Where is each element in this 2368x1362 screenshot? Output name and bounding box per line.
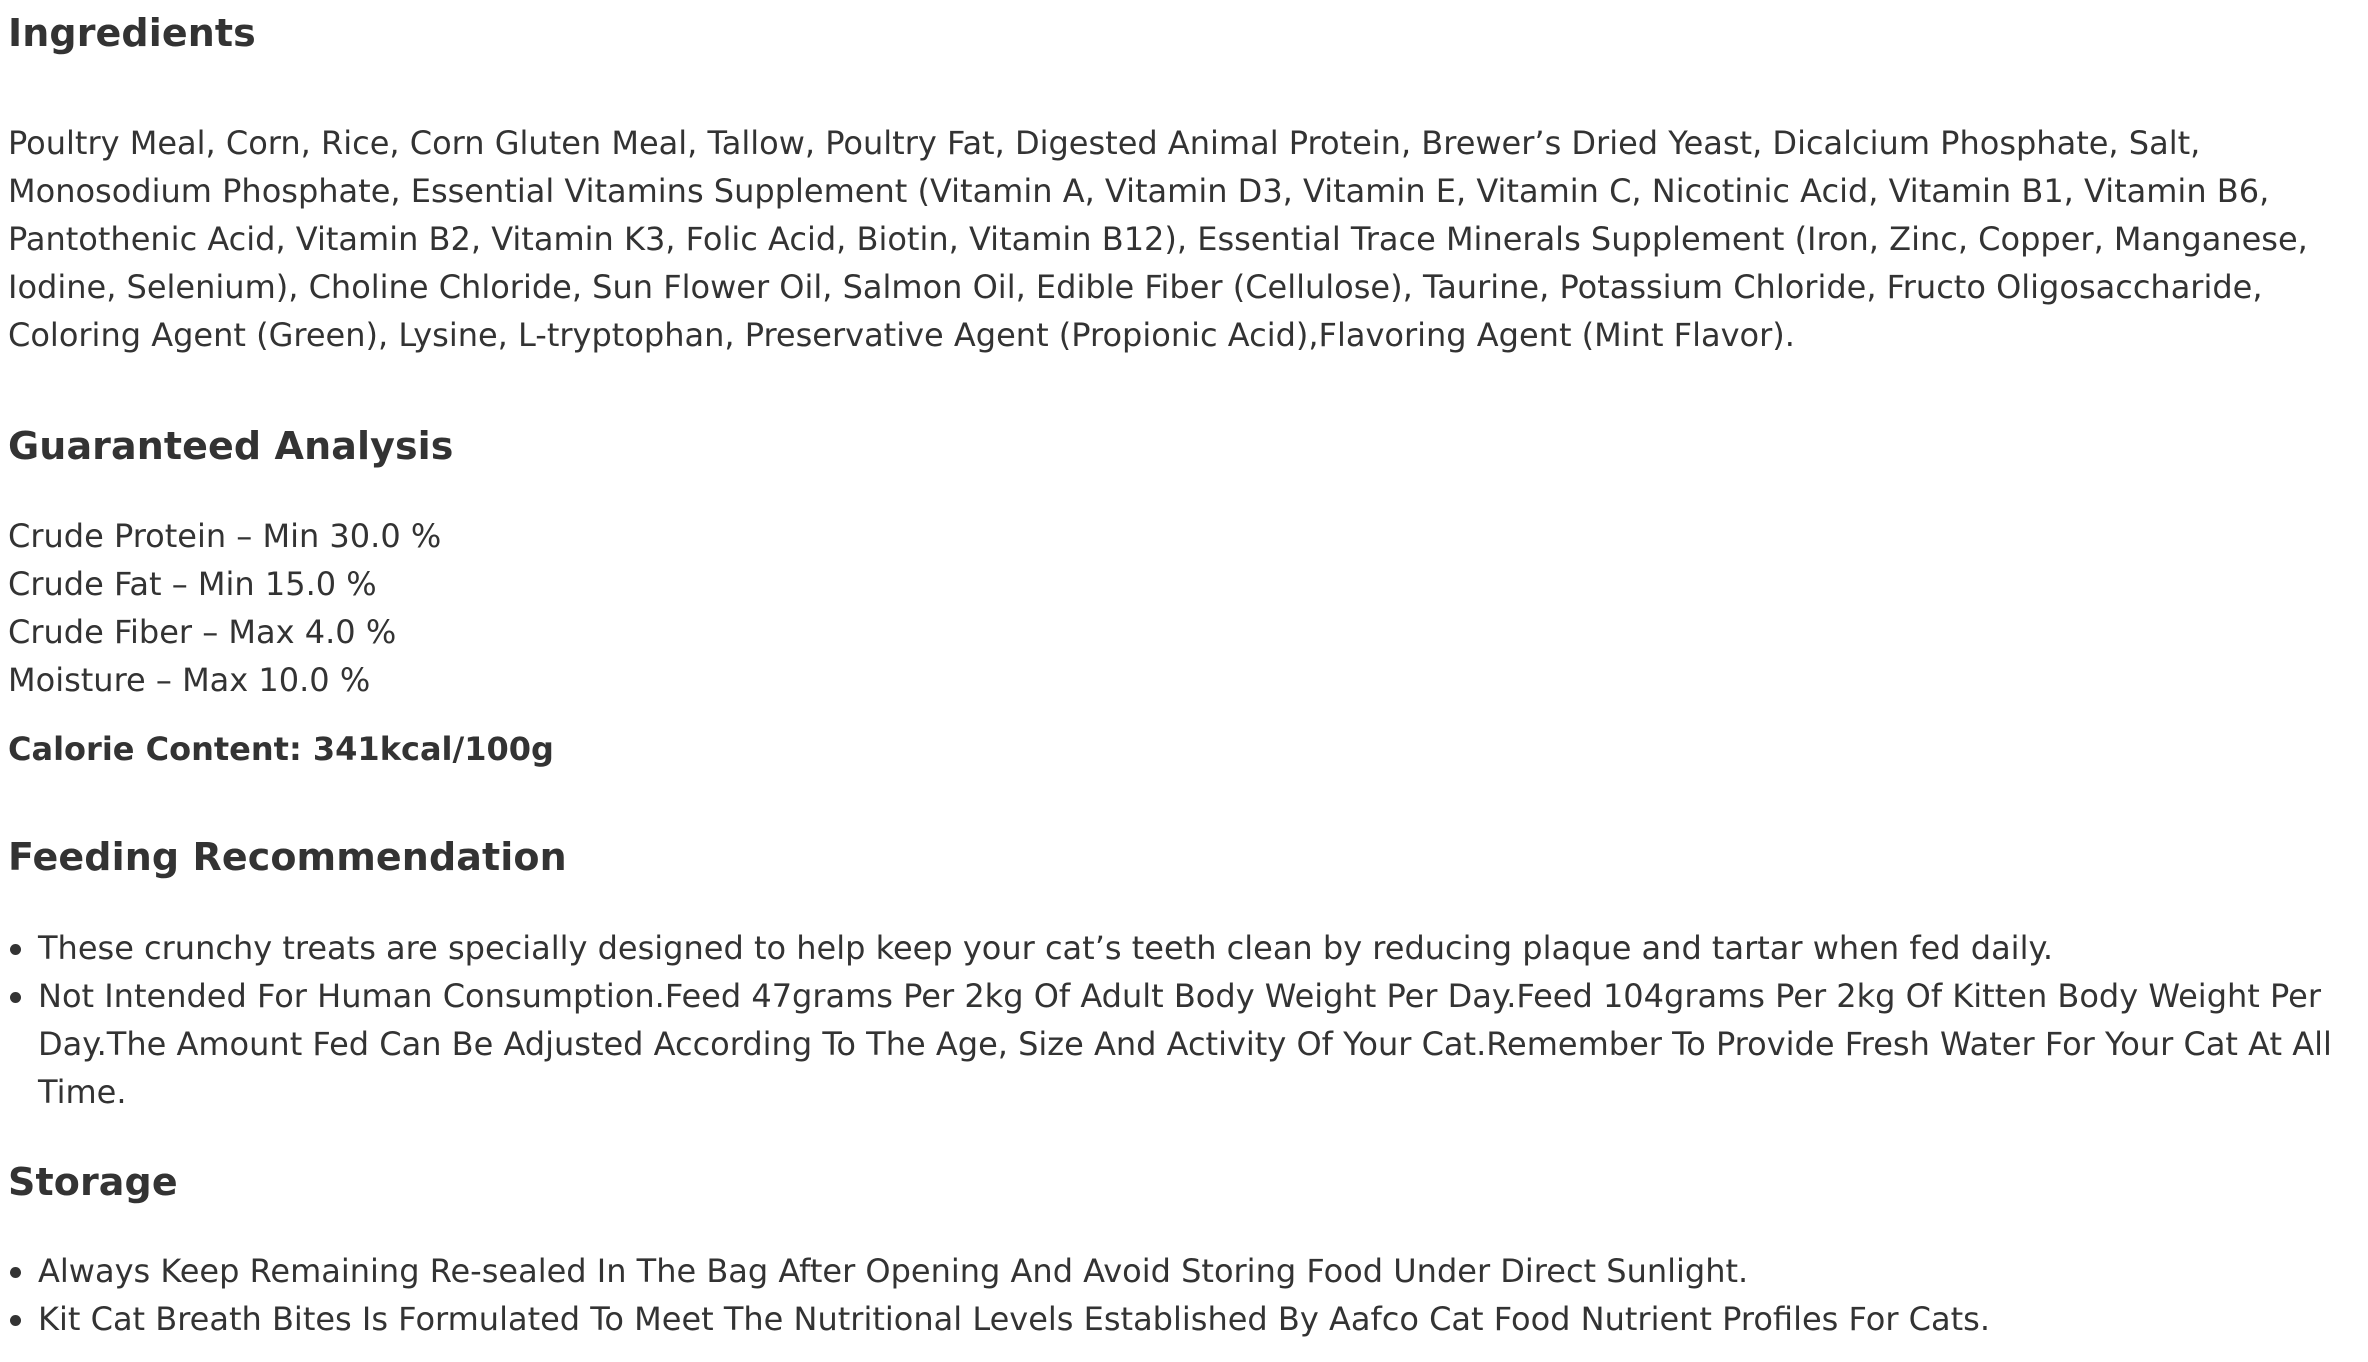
analysis-item-fat: Crude Fat – Min 15.0 % [8,565,377,603]
guaranteed-analysis-list [8,512,441,704]
analysis-item-moisture: Moisture – Max 10.0 % [8,661,371,699]
ingredients-text: Poultry Meal, Corn, Rice, Corn Gluten Meal, Tallow, Poultry Fat, Digested Animal Protein, Brewer’s Dried Yeast, Dicalcium Phosphate, Salt, Monosodium Phosphate, Essential Vitamins Supplement (Vitamin A, Vitamin D3, Vitamin E, Vitamin C, Nicotinic Acid, Vitamin B1, Vitamin B6, Pantothenic Acid, Vitamin B2, Vitamin K3, Folic Acid, Biotin, Vitamin B12), Essential Trace Minerals Supplement (Iron, Zinc, Copper, Manganese, Iodine, Selenium), Choline Chloride, Sun Flower Oil, Salmon Oil, Edible Fiber (Cellulose), Taurine, Potassium Chloride, Fructo Oligosaccharide, Coloring Agent (Green), Lysine, L-tryptophan, Preservative Agent (Propionic Acid),Flavoring Agent (Mint Flavor). [8,124,2308,354]
ingredients-heading: Ingredients [8,11,256,55]
analysis-item-fiber: Crude Fiber – Max 4.0 % [8,613,397,651]
storage-list [8,1247,2368,1343]
list-item: Not Intended For Human Consumption.Feed 47grams Per 2kg Of Adult Body Weight Per Day.Feed 104grams Per 2kg Of Kitten Body Weight Per Day.The Amount Fed Can Be Adjusted According To The Age, Size And Activity Of Your Cat.Remember To Provide Fresh Water For Your Cat At All Time. [38,972,2368,1116]
storage-heading: Storage [8,1160,178,1204]
list-item: Always Keep Remaining Re-sealed In The Bag After Opening And Avoid Storing Food Under Direct Sunlight. [38,1247,2368,1295]
analysis-item-protein: Crude Protein – Min 30.0 % [8,517,442,555]
guaranteed-analysis-heading: Guaranteed Analysis [8,424,454,468]
feeding-recommendation-list [8,924,2368,1116]
feeding-recommendation-heading: Feeding Recommendation [8,835,567,879]
calorie-content: Calorie Content: 341kcal/100g [8,730,554,768]
list-item: Kit Cat Breath Bites Is Formulated To Meet The Nutritional Levels Established By Aafco Cat Food Nutrient Profiles For Cats. [38,1295,2368,1343]
list-item: These crunchy treats are specially designed to help keep your cat’s teeth clean by reducing plaque and tartar when fed daily. [38,924,2368,972]
